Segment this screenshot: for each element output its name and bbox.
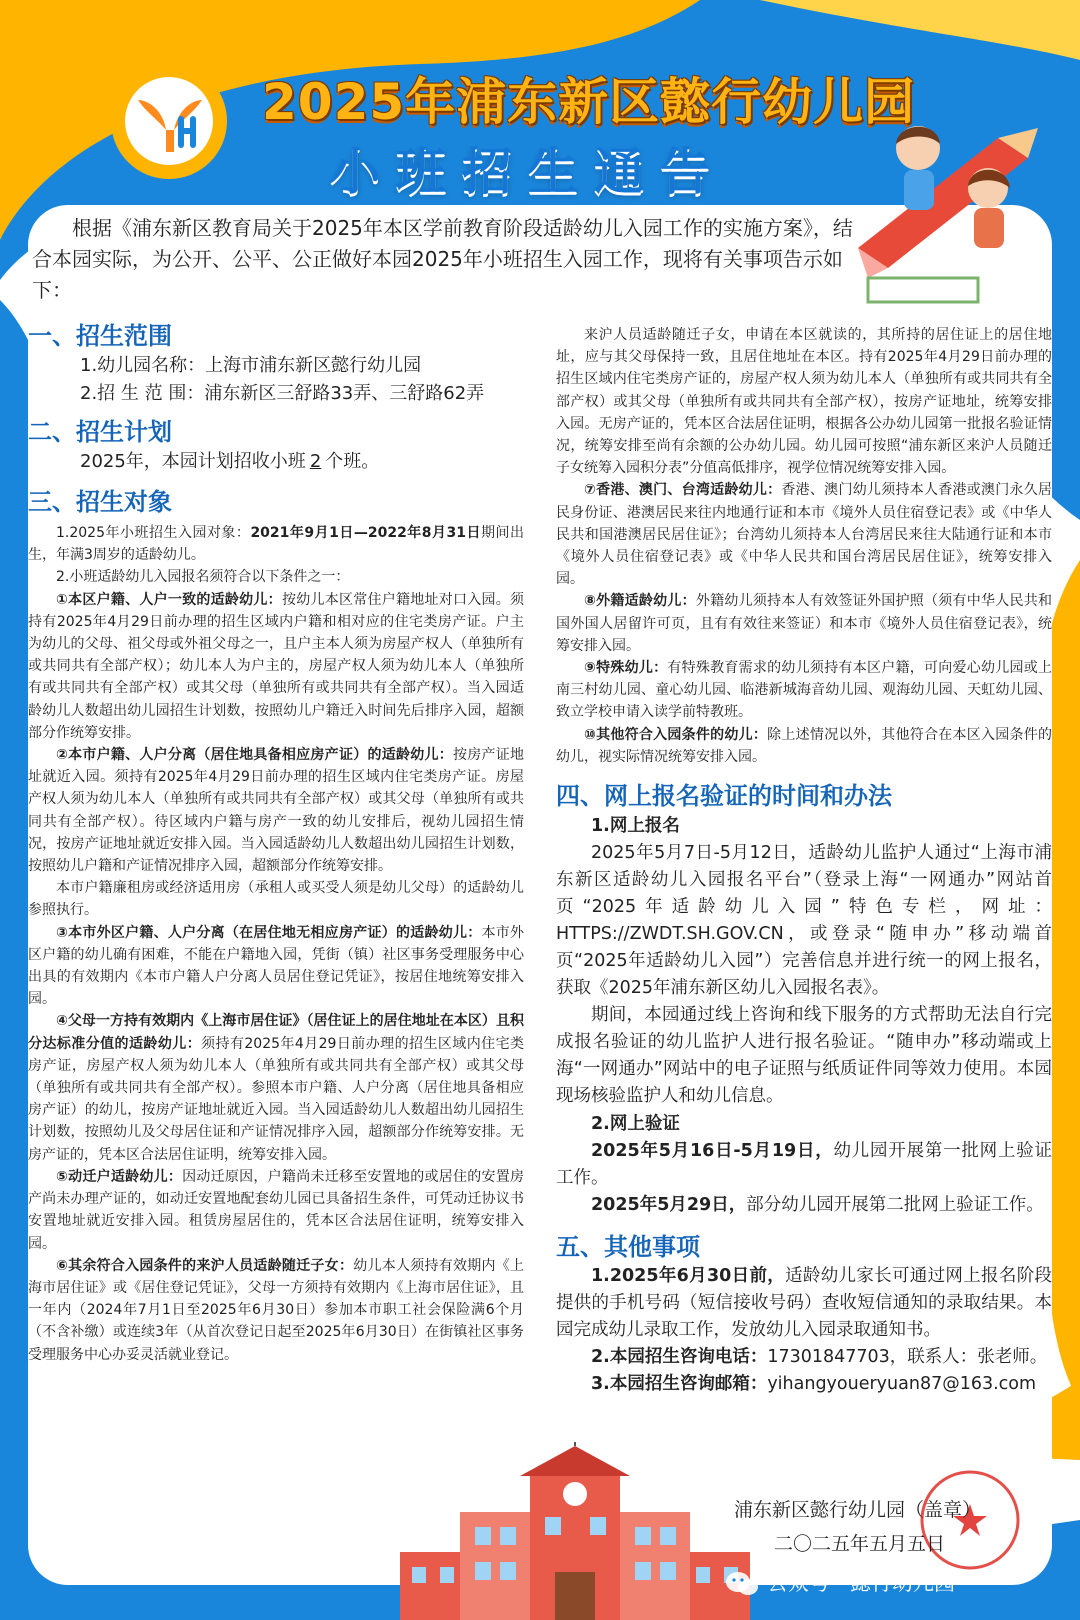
section-4-sub1-p1: 2025年5月7日-5月12日，适龄幼儿监护人通过“上海市浦东新区适龄幼儿入园报名平台”（登录上海“一网通办”网站首页“2025年适龄幼儿入园”特色专栏，网址：HTTPS://ZWDT.SH.GOV.CN，或登录“随申办”移动端首页“2025年适龄幼儿入园”）完善信息并进行统一的网上报名，获取《2025年浦东新区幼儿入园报名表》。 — [556, 843, 1052, 999]
condition-2: ②本市户籍、人户分离（居住地具备相应房产证）的适龄幼儿：按房产证地址就近入园。须持有2025年4月29日前办理的招生区域内住宅类房产证。房屋产权人须为幼儿本人（单独所有或共同共有全部产权）或其父母（单独所有或共同共有全部产权）。待区域内户籍与房产一致的幼儿安排后，视幼儿园招生情况，按房产证地址就近安排入园。当入园适龄幼儿人数超出幼儿园招生计划数，按照幼儿户籍和产证情况排序入园，超额部分作统筹安排。 — [28, 747, 525, 875]
condition-10: ⑩其他符合入园条件的幼儿：除上述情况以外，其他符合在本区入园条件的幼儿，视实际情况统筹安排入园。 — [556, 726, 1053, 765]
right-column — [556, 324, 1052, 1398]
kids-pencil-illustration — [848, 98, 1048, 318]
condition-7: ⑦香港、澳门、台湾适龄幼儿：香港、澳门幼儿须持本人香港或澳门永久居民身份证、港澳居民来往内地通行证和本市《境外人员住宿登记表》或《中华人民共和国港澳居民居住证》；台湾幼儿须持本人台湾居民来往大陆通行证和本市《境外人员住宿登记表》或《中华人民共和国台湾居民居住证》，统筹安排入园。 — [556, 482, 1052, 588]
wechat-watermark: 公众号 · 懿行幼儿园 — [725, 1562, 1055, 1604]
school-building-illustration — [400, 1442, 750, 1620]
section-1-item-2: 2.招 生 范 围：浦东新区三舒路33弄、三舒路62弄 — [80, 383, 485, 404]
section-2-heading: 二、招生计划 — [28, 418, 172, 446]
section-1-heading: 一、招生范围 — [28, 322, 172, 350]
condition-4: ④父母一方持有效期内《上海市居住证》（居住证上的居住地址在本区）且积分达标准分值的适龄幼儿：须持有2025年4月29日前办理的招生区域内住宅类房产证，房屋产权人须为幼儿本人（单独所有或共同共有全部产权）或其父母（单独所有或共同共有全部产权）。参照本市户籍、人户分离（居住地具备相应房产证）的幼儿，按房产证地址就近入园。当入园适龄幼儿人数超出幼儿园招生计划数，按照幼儿及父母居住证和产证情况排序入园，超额部分作统筹安排。无房产证的，凭本区合法居住证明，统筹安排入园。 — [28, 1013, 524, 1163]
page-title-line1: 2025年浦东新区懿行幼儿园 — [262, 73, 916, 131]
section-4-sub2-p1: 2025年5月16日-5月19日，幼儿园开展第一批网上验证工作。 — [556, 1141, 1052, 1189]
condition-6: ⑥其余符合入园条件的来沪人员适龄随迁子女：幼儿本人须持有效期内《上海市居住证》或《居住登记凭证》，父母一方须持有效期内《上海市居住证》，且一年内（2024年7月1日至2025年6月30日）参加本市职工社会保险满6个月（不含补缴）或连续3年（从首次登记日起至2025年6月30日）在街镇社区事务受理服务中心办妥灵活就业登记。 — [28, 1257, 525, 1363]
condition-8: ⑧外籍适龄幼儿：外籍幼儿须持本人有效签证外国护照（须有中华人民共和国外国人居留许可页，且有有效往来签证）和本市《境外人员住宿登记表》，统筹安排入园。 — [556, 593, 1052, 654]
section-4-sub2-p2: 2025年5月29日，部分幼儿园开展第二批网上验证工作。 — [591, 1195, 1044, 1216]
section-3-p1: 1.2025年小班招生入园对象：2021年9月1日—2022年8月31日期间出生，年满3周岁的适龄幼儿。 — [28, 525, 525, 564]
section-4-sub2: 2.网上验证 — [591, 1114, 680, 1135]
condition-3: ③本市外区户籍、人户分离（在居住地无相应房产证）的适龄幼儿：本市外区户籍的幼儿确有困难，不能在户籍地入园，凭街（镇）社区事务受理服务中心出具的有效期内《本市户籍人户分离人员居住登记凭证》，按居住地统筹安排入园。 — [28, 924, 524, 1008]
section-3-p2: 2.小班适龄幼儿入园报名须符合以下条件之一： — [56, 569, 350, 586]
condition-6-continued: 来沪人员适龄随迁子女，申请在本区就读的，其所持的居住证上的居住地址，应与其父母保持一致，且居住地址在本区。持有2025年4月29日前办理的招生区域内住宅类房产证的，房屋产权人须为幼儿本人（单独所有或共同共有全部产权）或其父母（单独所有或共同共有全部产权），按房产证地址，统筹安排入园。无房产证的，凭本区合法居住证明，根据各公办幼儿园第一批报名验证情况，统筹安排至尚有余额的公办幼儿园。幼儿园可按照“浦东新区来沪人员随迁子女统筹入园积分表”分值高低排序，视学位情况统筹安排入园。 — [556, 327, 1052, 477]
intro-paragraph: 根据《浦东新区教育局关于2025年本区学前教育阶段适龄幼儿入园工作的实施方案》，结合本园实际，为公开、公平、公正做好本园2025年小班招生入园工作，现将有关事项告示如下： — [32, 216, 853, 302]
section-5-p3: 3.本园招生咨询邮箱：yihangyoueryuan87@163.com — [591, 1374, 1037, 1395]
section-4-sub1: 1.网上报名 — [591, 816, 680, 837]
condition-1: ①本区户籍、人户一致的适龄幼儿：按幼儿本区常住户籍地址对口入园。须持有2025年4月29日前办理的招生区域内户籍和相对应的住宅类房产证。户主为幼儿的父母、祖父母或外祖父母之一，且户主本人须为房屋产权人（单独所有或共同共有全部产权）；幼儿本人为户主的，房屋产权人须为幼儿本人（单独所有或共同共有全部产权）或其父母（单独所有或共同共有全部产权）。当入园适龄幼儿人数超出幼儿园招生计划数，按照幼儿户籍迁入时间先后排序入园，超额部分作统筹安排。 — [28, 591, 525, 741]
section-2-text: 2025年，本园计划招收小班 2 个班。 — [80, 451, 380, 472]
section-5-p2: 2.本园招生咨询电话：17301847703，联系人：张老师。 — [591, 1347, 1048, 1368]
section-1-item-1: 1.幼儿园名称：上海市浦东新区懿行幼儿园 — [80, 355, 422, 376]
signature-block — [734, 1493, 1034, 1561]
left-column — [28, 320, 524, 1366]
section-4-sub1-p2: 期间，本园通过线上咨询和线下服务的方式帮助无法自行完成报名验证的幼儿监护人进行报名验证。“随申办”移动端或上海“一网通办”网站中的电子证照与纸质证件同等效力使用。本园现场核验监护人和幼儿信息。 — [556, 1005, 1052, 1107]
condition-2-extra: 本市户籍廉租房或经济适用房（承租人或买受人须是幼儿父母）的适龄幼儿参照执行。 — [28, 880, 524, 919]
kindergarten-logo — [108, 60, 230, 182]
page-title-line2: 小班招生通告 — [330, 143, 726, 201]
section-5-heading: 五、其他事项 — [556, 1233, 700, 1262]
section-5-p1: 1.2025年6月30日前，适龄幼儿家长可通过网上报名阶段提供的手机号码（短信接收号码）查收短信通知的录取结果。本园完成幼儿录取工作，发放幼儿入园录取通知书。 — [556, 1266, 1053, 1341]
section-3-heading: 三、招生对象 — [28, 488, 172, 516]
contact-email: yihangyoueryuan87@163.com — [767, 1374, 1037, 1395]
signature-org: 浦东新区懿行幼儿园（盖章） — [734, 1499, 982, 1521]
signature-date: 二〇二五年五月五日 — [774, 1533, 946, 1555]
condition-9: ⑨特殊幼儿：有特殊教育需求的幼儿须持有本区户籍，可向爱心幼儿园或上南三村幼儿园、童心幼儿园、临港新城海音幼儿园、观海幼儿园、天虹幼儿园、致立学校申请入读学前特教班。 — [556, 660, 1053, 721]
class-count: 2 — [309, 451, 322, 472]
wechat-icon — [725, 1570, 759, 1598]
section-4-heading: 四、网上报名验证的时间和办法 — [556, 782, 892, 811]
condition-5: ⑤动迁户适龄幼儿：因动迁原因，户籍尚未迁移至安置地的或居住的安置房产尚未办理产证的，如动迁安置地配套幼儿园已具备招生条件，可凭动迁协议书安置地址就近安排入园。租赁房屋居住的，凭本区合法居住证明，统筹安排入园。 — [28, 1168, 525, 1252]
